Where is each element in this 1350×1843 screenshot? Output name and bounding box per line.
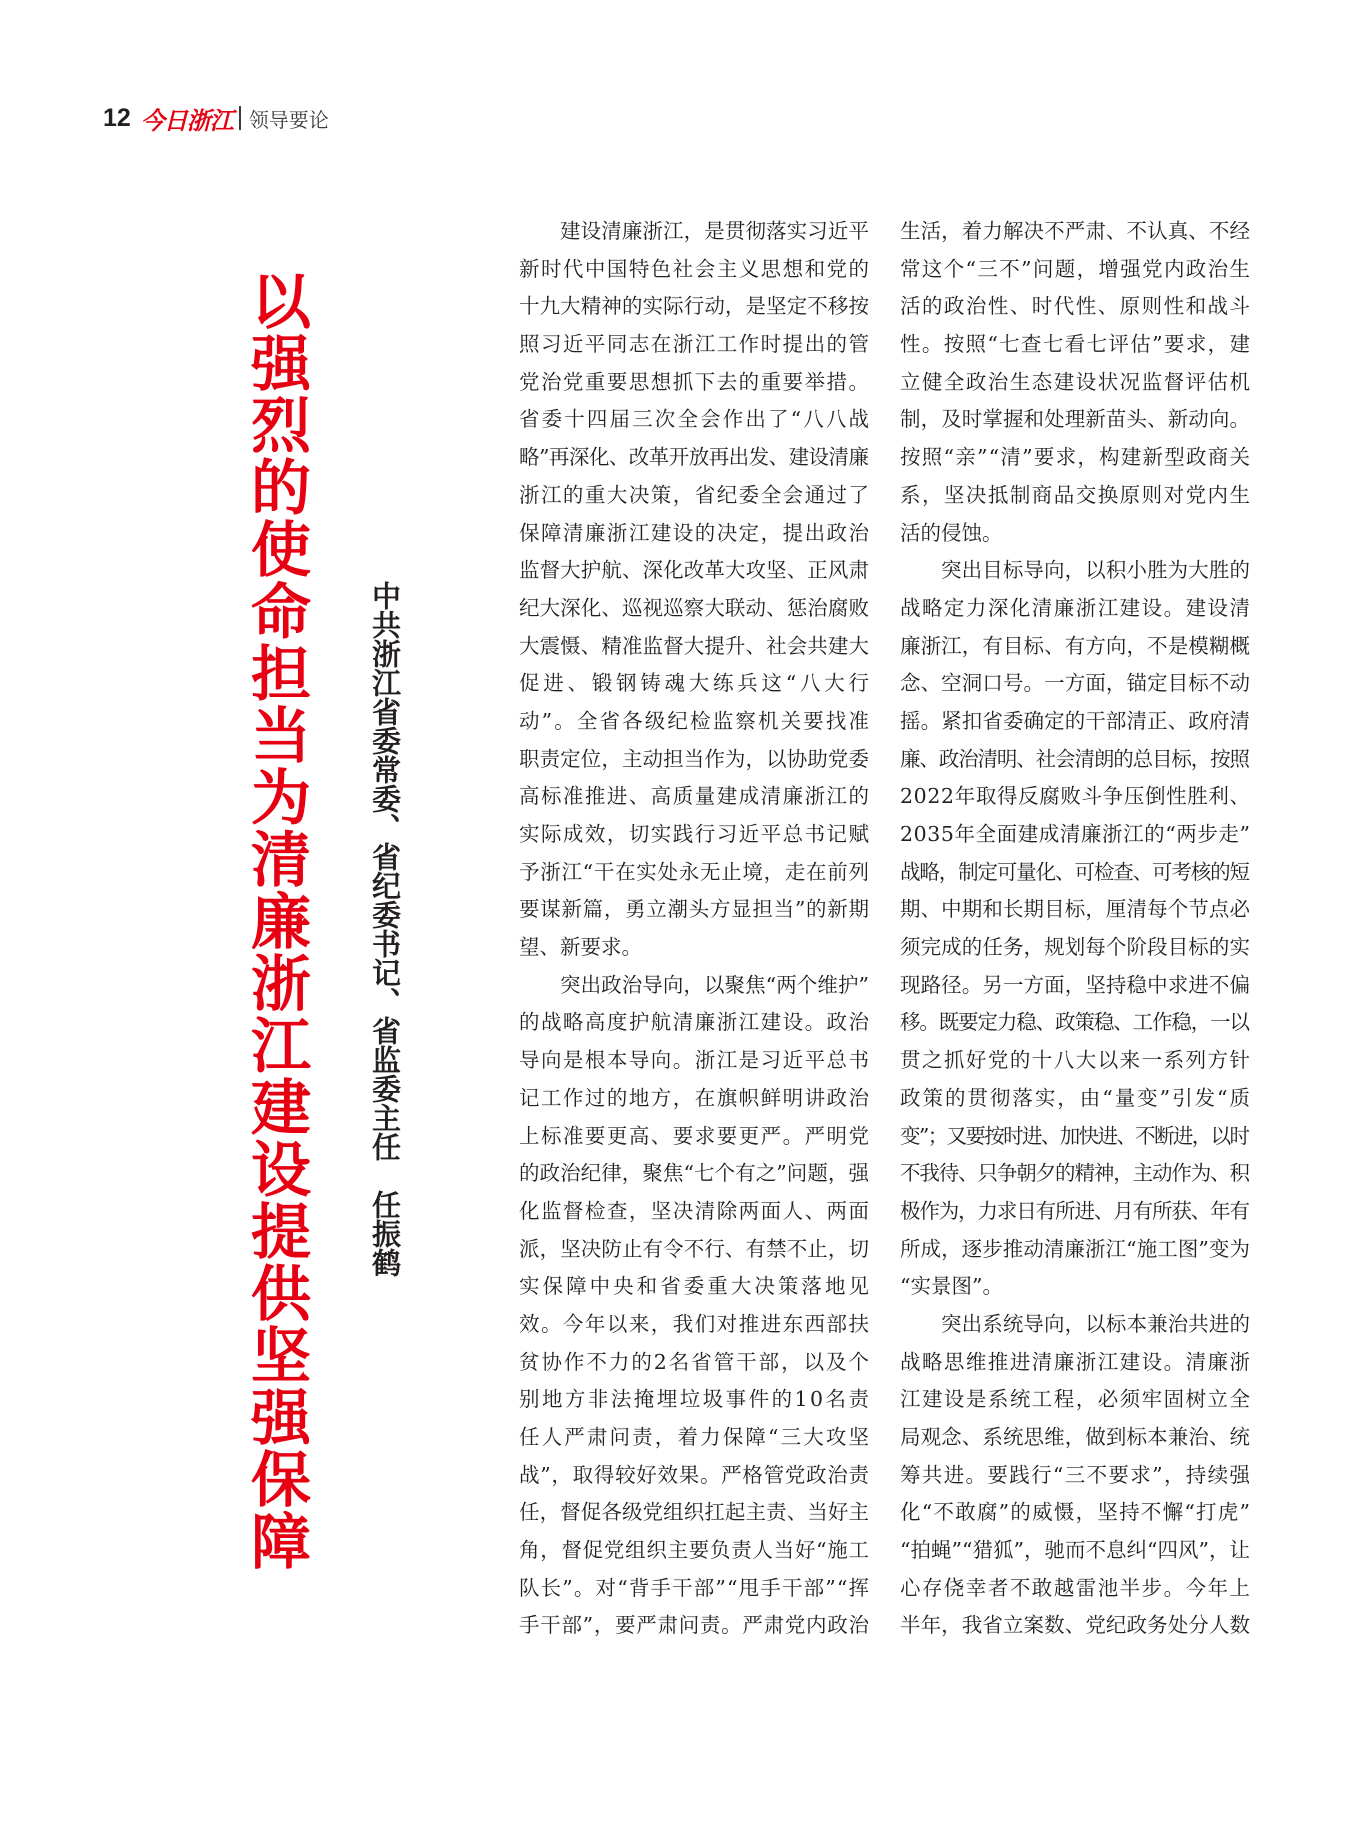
body-text-line: 立健全政治生态建设状况监督评估机 bbox=[900, 369, 1252, 394]
body-text-line: 期、中期和长期目标，厘清每个节点必 bbox=[900, 897, 1251, 922]
body-text-line: 新时代中国特色社会主义思想和党的 bbox=[519, 256, 871, 281]
body-text-line: 十九大精神的实际行动，是坚定不移按 bbox=[519, 294, 870, 319]
body-text-line: 战”，取得较好效果。严格管党政治责 bbox=[519, 1462, 870, 1487]
body-text-line: 半年，我省立案数、党纪政务处分人数 bbox=[900, 1613, 1251, 1638]
body-text-line: 保障清廉浙江建设的决定，提出政治 bbox=[519, 520, 871, 545]
body-text-line: 导向是根本导向。浙江是习近平总书 bbox=[519, 1048, 871, 1073]
body-text-line: 心存侥幸者不敢越雷池半步。今年上 bbox=[900, 1575, 1252, 1600]
body-text-line: 实际成效，切实践行习近平总书记赋 bbox=[519, 822, 871, 846]
body-text-line: 促进、锻钢铸魂大练兵这“八大行 bbox=[519, 671, 873, 696]
body-text-line: 角，督促党组织主要负责人当好“施工 bbox=[519, 1538, 870, 1563]
body-text-line: 上标准要更高、要求要更严。严明党 bbox=[519, 1123, 871, 1148]
body-text-line: 局观念、系统思维，做到标本兼治、统 bbox=[900, 1425, 1251, 1449]
body-text-line: 活的政治性、时代性、原则性和战斗 bbox=[900, 294, 1252, 319]
body-text-line: 任，督促各级党组织扛起主责、当好主 bbox=[519, 1500, 870, 1525]
text-column-2 bbox=[900, 213, 1250, 1645]
body-text-line: 记工作过的地方，在旗帜鲜明讲政治 bbox=[519, 1085, 871, 1110]
body-text-line: 监督大护航、深化改革大攻坚、正风肃 bbox=[519, 558, 870, 583]
body-text-line: 2035年全面建成清廉浙江的“两步走” bbox=[900, 822, 1251, 846]
body-text-line: 江建设是系统工程，必须牢固树立全 bbox=[900, 1387, 1252, 1412]
body-text-line: 政策的贯彻落实，由“量变”引发“质 bbox=[900, 1085, 1252, 1110]
body-text-line: 突出目标导向，以积小胜为大胜的 bbox=[941, 558, 1251, 583]
text-column-1 bbox=[519, 213, 873, 1645]
body-text-line: 廉浙江，有目标、有方向，不是模糊概 bbox=[900, 633, 1251, 658]
author-byline bbox=[368, 581, 402, 1277]
body-text-line: 不我待、只争朝夕的精神，主动作为、积 bbox=[900, 1161, 1249, 1186]
body-text-line: 化“不敢腐”的威慑，坚持不懈“打虎” bbox=[900, 1500, 1252, 1525]
body-text-line: 予浙江“干在实处永无止境，走在前列 bbox=[519, 859, 870, 884]
body-text-line: 党治党重要思想抓下去的重要举措。 bbox=[519, 369, 871, 394]
header-divider bbox=[239, 106, 241, 130]
body-text-line: 高标准推进、高质量建成清廉浙江的 bbox=[519, 784, 871, 809]
article-title: 以强烈的使命担当为清廉浙江建设提供坚强保障 bbox=[241, 270, 311, 1572]
body-text-line: 所成，逐步推动清廉浙江“施工图”变为 bbox=[900, 1236, 1251, 1261]
body-text-line: 制，及时掌握和处理新苗头、新动向。 bbox=[900, 407, 1251, 432]
body-text-line: 突出政治导向，以聚焦“两个维护” bbox=[560, 972, 870, 997]
body-text-line: 照习近平同志在浙江工作时提出的管 bbox=[519, 332, 871, 357]
body-text-line: 变”；又要按时进、加快进、不断进，以时 bbox=[900, 1123, 1249, 1148]
body-text-line: 战略思维推进清廉浙江建设。清廉浙 bbox=[900, 1349, 1252, 1374]
body-text-line: 突出系统导向，以标本兼治共进的 bbox=[941, 1311, 1251, 1336]
body-text-line: 职责定位，主动担当作为，以协助党委 bbox=[519, 746, 870, 771]
body-text-line: 按照“亲”“清”要求，构建新型政商关 bbox=[900, 445, 1252, 470]
body-text-line: 浙江的重大决策，省纪委全会通过了 bbox=[519, 482, 871, 507]
body-text-line: 纪大深化、巡视巡察大联动、惩治腐败 bbox=[519, 595, 870, 620]
body-text-line: 念、空洞口号。一方面，锚定目标不动 bbox=[900, 671, 1251, 696]
body-text-line: 省委十四届三次全会作出了“八八战 bbox=[519, 407, 872, 432]
body-text-line: 常这个“三不”问题，增强党内政治生 bbox=[900, 256, 1252, 281]
author-name: 任振鹤 bbox=[368, 1190, 402, 1277]
page-number: 12 bbox=[103, 103, 131, 132]
body-text-line: 活的侵蚀。 bbox=[900, 520, 1003, 545]
body-text-line: 大震慑、精准监督大提升、社会共建大 bbox=[519, 633, 870, 658]
body-text-line: 筹共进。要践行“三不要求”，持续强 bbox=[900, 1462, 1252, 1487]
body-text-line: 略”再深化、改革开放再出发、建设清廉 bbox=[519, 445, 869, 470]
body-text-line: 贯之抓好党的十八大以来一系列方针 bbox=[900, 1048, 1252, 1073]
body-text-line: 望、新要求。 bbox=[519, 935, 642, 960]
running-header bbox=[103, 103, 329, 133]
body-text-line: 动”。全省各级纪检监察机关要找准 bbox=[519, 708, 872, 733]
body-text-line: 建设清廉浙江，是贯彻落实习近平 bbox=[560, 219, 870, 243]
body-text-line: “拍蝇”“猎狐”，驰而不息纠“四风”，让 bbox=[900, 1538, 1250, 1563]
body-text-line: 战略定力深化清廉浙江建设。建设清 bbox=[900, 595, 1252, 620]
body-text-line: 系，坚决抵制商品交换原则对党内生 bbox=[900, 482, 1252, 507]
body-text-line: 效。今年以来，我们对推进东西部扶 bbox=[519, 1311, 871, 1336]
magazine-logo: 今日浙江 bbox=[140, 105, 233, 135]
body-text-line: 生活，着力解决不严肃、不认真、不经 bbox=[900, 219, 1251, 243]
body-text-line: 别地方非法掩埋垃圾事件的10名责 bbox=[519, 1387, 872, 1412]
body-text-line: 现路径。另一方面，坚持稳中求进不偏 bbox=[900, 972, 1251, 997]
body-text-line: 须完成的任务，规划每个阶段目标的实 bbox=[900, 935, 1251, 960]
body-text-line: 手干部”，要严肃问责。严肃党内政治 bbox=[519, 1613, 870, 1638]
body-text-line: 实保障中央和省委重大决策落地见 bbox=[519, 1274, 873, 1299]
body-text-line: 化监督检查，坚决清除两面人、两面 bbox=[519, 1198, 871, 1223]
body-text-line: 移。既要定力稳、政策稳、工作稳，一以 bbox=[900, 1010, 1249, 1035]
body-text-line: 任人严肃问责，着力保障“三大攻坚 bbox=[519, 1425, 872, 1449]
body-text-line: 性。按照“七查七看七评估”要求，建 bbox=[900, 332, 1252, 357]
body-text-line: 战略，制定可量化、可检查、可考核的短 bbox=[900, 859, 1249, 884]
body-text-line: 贫协作不力的2名省管干部，以及个 bbox=[519, 1349, 871, 1374]
body-text-line: “实景图”。 bbox=[900, 1274, 1003, 1299]
body-text-line: 极作为，力求日有所进、月有所获、年有 bbox=[900, 1198, 1249, 1223]
body-text-line: 的政治纪律，聚焦“七个有之”问题，强 bbox=[519, 1161, 870, 1186]
section-name: 领导要论 bbox=[248, 107, 329, 132]
body-text-line: 的战略高度护航清廉浙江建设。政治 bbox=[519, 1010, 871, 1035]
body-text-line: 摇。紧扣省委确定的干部清正、政府清 bbox=[900, 708, 1251, 733]
body-text-line: 2022年取得反腐败斗争压倒性胜利、 bbox=[900, 784, 1251, 809]
body-text-line: 队长”。对“背手干部”“甩手干部”“挥 bbox=[519, 1575, 871, 1600]
body-text-line: 派，坚决防止有令不行、有禁不止，切 bbox=[519, 1236, 870, 1261]
body-text-line: 要谋新篇，勇立潮头方显担当”的新期 bbox=[519, 897, 870, 922]
body-text-line: 廉、政治清明、社会清朗的总目标，按照 bbox=[900, 746, 1249, 771]
author-position: 中共浙江省委常委、省纪委书记、省监委主任 bbox=[368, 581, 402, 1161]
